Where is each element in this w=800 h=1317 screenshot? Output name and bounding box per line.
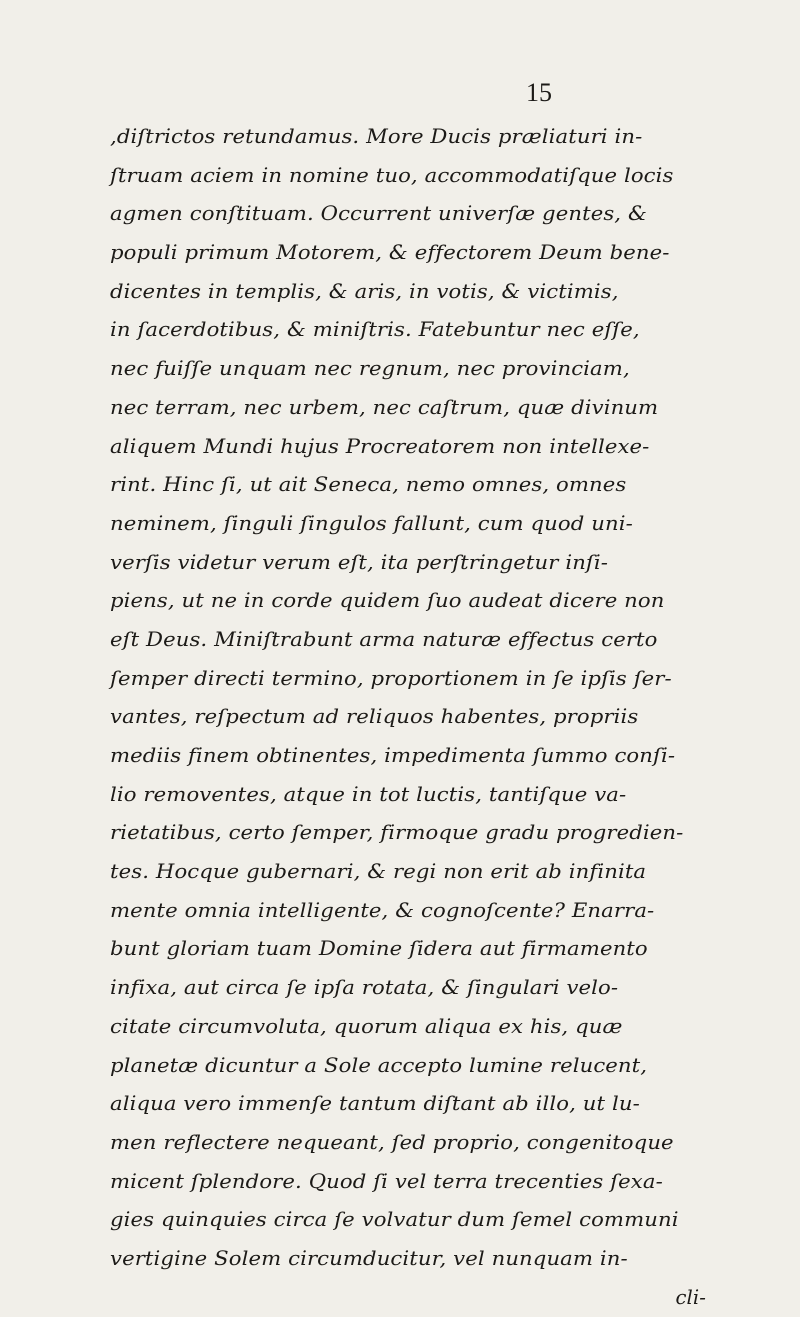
text-line-12: verſis videtur verum eſt, ita perſtringetur inſi- bbox=[110, 550, 609, 574]
text-block bbox=[110, 118, 710, 1317]
text-line-9: aliquem Mundi hujus Procreatorem non intellexe- bbox=[110, 434, 650, 458]
text-line-19: rietatibus, certo ſemper, firmoque gradu progredien- bbox=[110, 821, 684, 845]
text-line-27: men reflectere nequeant, ſed proprio, congenitoque bbox=[110, 1130, 674, 1154]
text-line-4: populi primum Motorem, & effectorem Deum bene- bbox=[110, 241, 670, 265]
text-line-24: citate circumvoluta, quorum aliqua ex his, quæ bbox=[110, 1014, 623, 1038]
text-line-23: infixa, aut circa ſe ipſa rotata, & ſingulari velo- bbox=[110, 976, 619, 1000]
text-line-16: vantes, reſpectum ad reliquos habentes, propriis bbox=[110, 705, 639, 729]
text-line-26: aliqua vero immenſe tantum diſtant ab illo, ut lu- bbox=[110, 1092, 640, 1116]
text-line-10: rint. Hinc ſi, ut ait Seneca, nemo omnes, omnes bbox=[110, 473, 627, 497]
text-line-3: agmen conſtituam. Occurrent univerſæ gentes, & bbox=[110, 202, 647, 226]
text-line-6: in ſacerdotibus, & miniſtris. Fatebuntur nec eſſe, bbox=[110, 318, 640, 342]
text-line-17: mediis finem obtinentes, impedimenta ſummo conſi- bbox=[110, 744, 676, 767]
text-line-5: dicentes in templis, & aris, in votis, & victimis, bbox=[110, 279, 619, 303]
text-line-20: tes. Hocque gubernari, & regi non erit ab infinita bbox=[110, 860, 647, 884]
text-line-30: vertigine Solem circumducitur, vel nunquam in- bbox=[110, 1246, 628, 1270]
text-line-14: eſt Deus. Miniſtrabunt arma naturæ effectus certo bbox=[110, 627, 658, 651]
text-line-22: bunt gloriam tuam Domine ſidera aut firmamento bbox=[110, 937, 648, 961]
text-line-28: micent ſplendore. Quod ſi vel terra trecenties ſexa- bbox=[110, 1169, 663, 1193]
text-line-7: nec fuiſſe unquam nec regnum, nec provinciam, bbox=[110, 357, 630, 381]
text-line-11: neminem, ſinguli ſingulos fallunt, cum quod uni- bbox=[110, 511, 633, 535]
text-line-8: nec terram, nec urbem, nec caſtrum, quæ divinum bbox=[110, 395, 659, 419]
text-line-2: ſtruam aciem in nomine tuo, accommodatiſque locis bbox=[110, 163, 674, 187]
text-line-1: ,diſtrictos retundamus. More Ducis præliaturi in- bbox=[110, 125, 643, 148]
text-line-15: ſemper directi termino, proportionem in ſe ipſis ſer- bbox=[110, 666, 672, 690]
text-line-29: gies quinquies circa ſe volvatur dum ſemel communi bbox=[110, 1208, 679, 1232]
text-line-25: planetæ dicuntur a Sole accepto lumine relucent, bbox=[110, 1053, 648, 1077]
catchword: cli- bbox=[675, 1285, 706, 1309]
page-number: 15 bbox=[526, 78, 552, 107]
text-line-18: lio removentes, atque in tot luctis, tantiſque va- bbox=[110, 782, 627, 806]
text-line-13: piens, ut ne in corde quidem ſuo audeat dicere non bbox=[110, 589, 665, 613]
text-line-21: mente omnia intelligente, & cognoſcente? Enarra- bbox=[110, 898, 655, 922]
